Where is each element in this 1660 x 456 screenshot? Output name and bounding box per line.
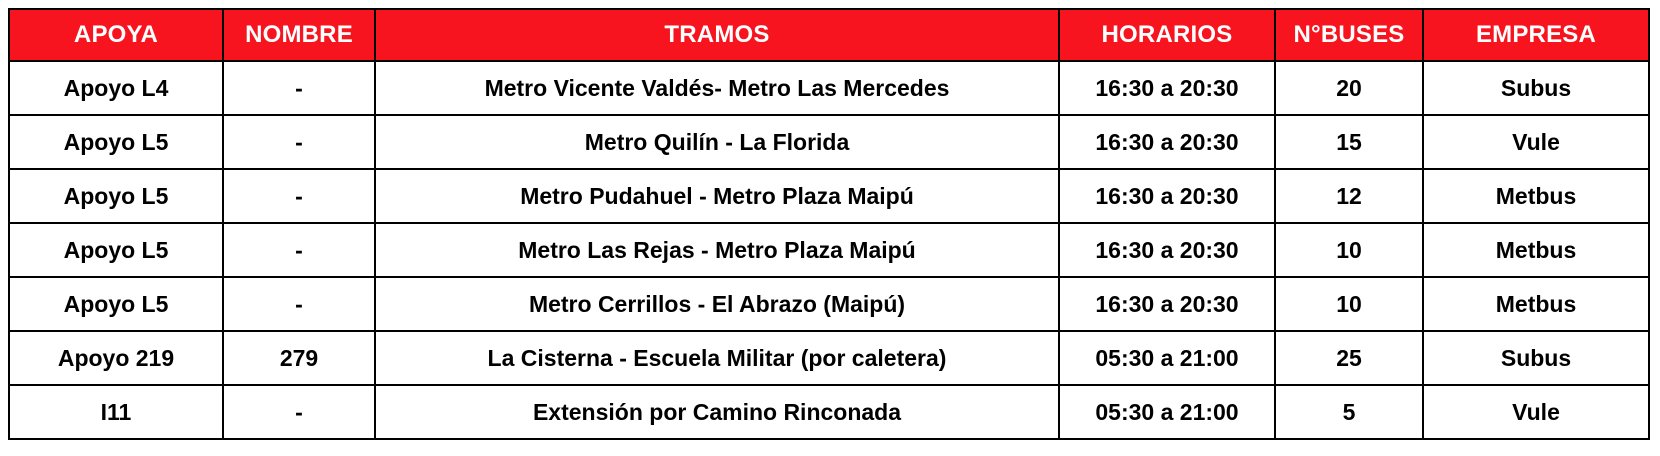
cell-nombre: -	[223, 169, 375, 223]
cell-nbuses: 25	[1275, 331, 1423, 385]
table-row	[9, 385, 1649, 439]
cell-nbuses: 5	[1275, 385, 1423, 439]
cell-nbuses: 10	[1275, 277, 1423, 331]
bus-support-schedule-table	[8, 8, 1650, 440]
cell-tramos: Metro Pudahuel - Metro Plaza Maipú	[375, 169, 1059, 223]
cell-horarios: 05:30 a 21:00	[1059, 385, 1275, 439]
cell-nombre: -	[223, 115, 375, 169]
cell-empresa: Vule	[1423, 115, 1649, 169]
cell-nbuses: 12	[1275, 169, 1423, 223]
cell-apoya: Apoyo 219	[9, 331, 223, 385]
table-row	[9, 169, 1649, 223]
column-header-tramos: TRAMOS	[375, 9, 1059, 61]
cell-nombre: -	[223, 61, 375, 115]
table-row	[9, 115, 1649, 169]
table-header-row	[9, 9, 1649, 61]
cell-nombre: -	[223, 277, 375, 331]
column-header-nbuses: N°BUSES	[1275, 9, 1423, 61]
cell-empresa: Metbus	[1423, 277, 1649, 331]
cell-nbuses: 15	[1275, 115, 1423, 169]
cell-nombre: -	[223, 223, 375, 277]
cell-empresa: Vule	[1423, 385, 1649, 439]
table-row	[9, 61, 1649, 115]
table-header	[9, 9, 1649, 61]
cell-nombre: -	[223, 385, 375, 439]
column-header-nombre: NOMBRE	[223, 9, 375, 61]
cell-horarios: 16:30 a 20:30	[1059, 277, 1275, 331]
cell-nbuses: 10	[1275, 223, 1423, 277]
cell-horarios: 16:30 a 20:30	[1059, 61, 1275, 115]
cell-tramos: Metro Vicente Valdés- Metro Las Mercedes	[375, 61, 1059, 115]
cell-tramos: Metro Cerrillos - El Abrazo (Maipú)	[375, 277, 1059, 331]
cell-apoya: I11	[9, 385, 223, 439]
cell-horarios: 05:30 a 21:00	[1059, 331, 1275, 385]
table-body	[9, 61, 1649, 439]
cell-empresa: Subus	[1423, 331, 1649, 385]
column-header-horarios: HORARIOS	[1059, 9, 1275, 61]
column-header-empresa: EMPRESA	[1423, 9, 1649, 61]
cell-nombre: 279	[223, 331, 375, 385]
cell-horarios: 16:30 a 20:30	[1059, 223, 1275, 277]
cell-tramos: Metro Quilín - La Florida	[375, 115, 1059, 169]
cell-apoya: Apoyo L5	[9, 277, 223, 331]
cell-tramos: La Cisterna - Escuela Militar (por caletera)	[375, 331, 1059, 385]
cell-empresa: Subus	[1423, 61, 1649, 115]
cell-tramos: Metro Las Rejas - Metro Plaza Maipú	[375, 223, 1059, 277]
table-row	[9, 277, 1649, 331]
column-header-apoya: APOYA	[9, 9, 223, 61]
table-row	[9, 331, 1649, 385]
cell-horarios: 16:30 a 20:30	[1059, 169, 1275, 223]
cell-empresa: Metbus	[1423, 169, 1649, 223]
cell-apoya: Apoyo L5	[9, 115, 223, 169]
cell-apoya: Apoyo L4	[9, 61, 223, 115]
table-row	[9, 223, 1649, 277]
cell-apoya: Apoyo L5	[9, 223, 223, 277]
cell-tramos: Extensión por Camino Rinconada	[375, 385, 1059, 439]
cell-horarios: 16:30 a 20:30	[1059, 115, 1275, 169]
cell-nbuses: 20	[1275, 61, 1423, 115]
cell-apoya: Apoyo L5	[9, 169, 223, 223]
cell-empresa: Metbus	[1423, 223, 1649, 277]
